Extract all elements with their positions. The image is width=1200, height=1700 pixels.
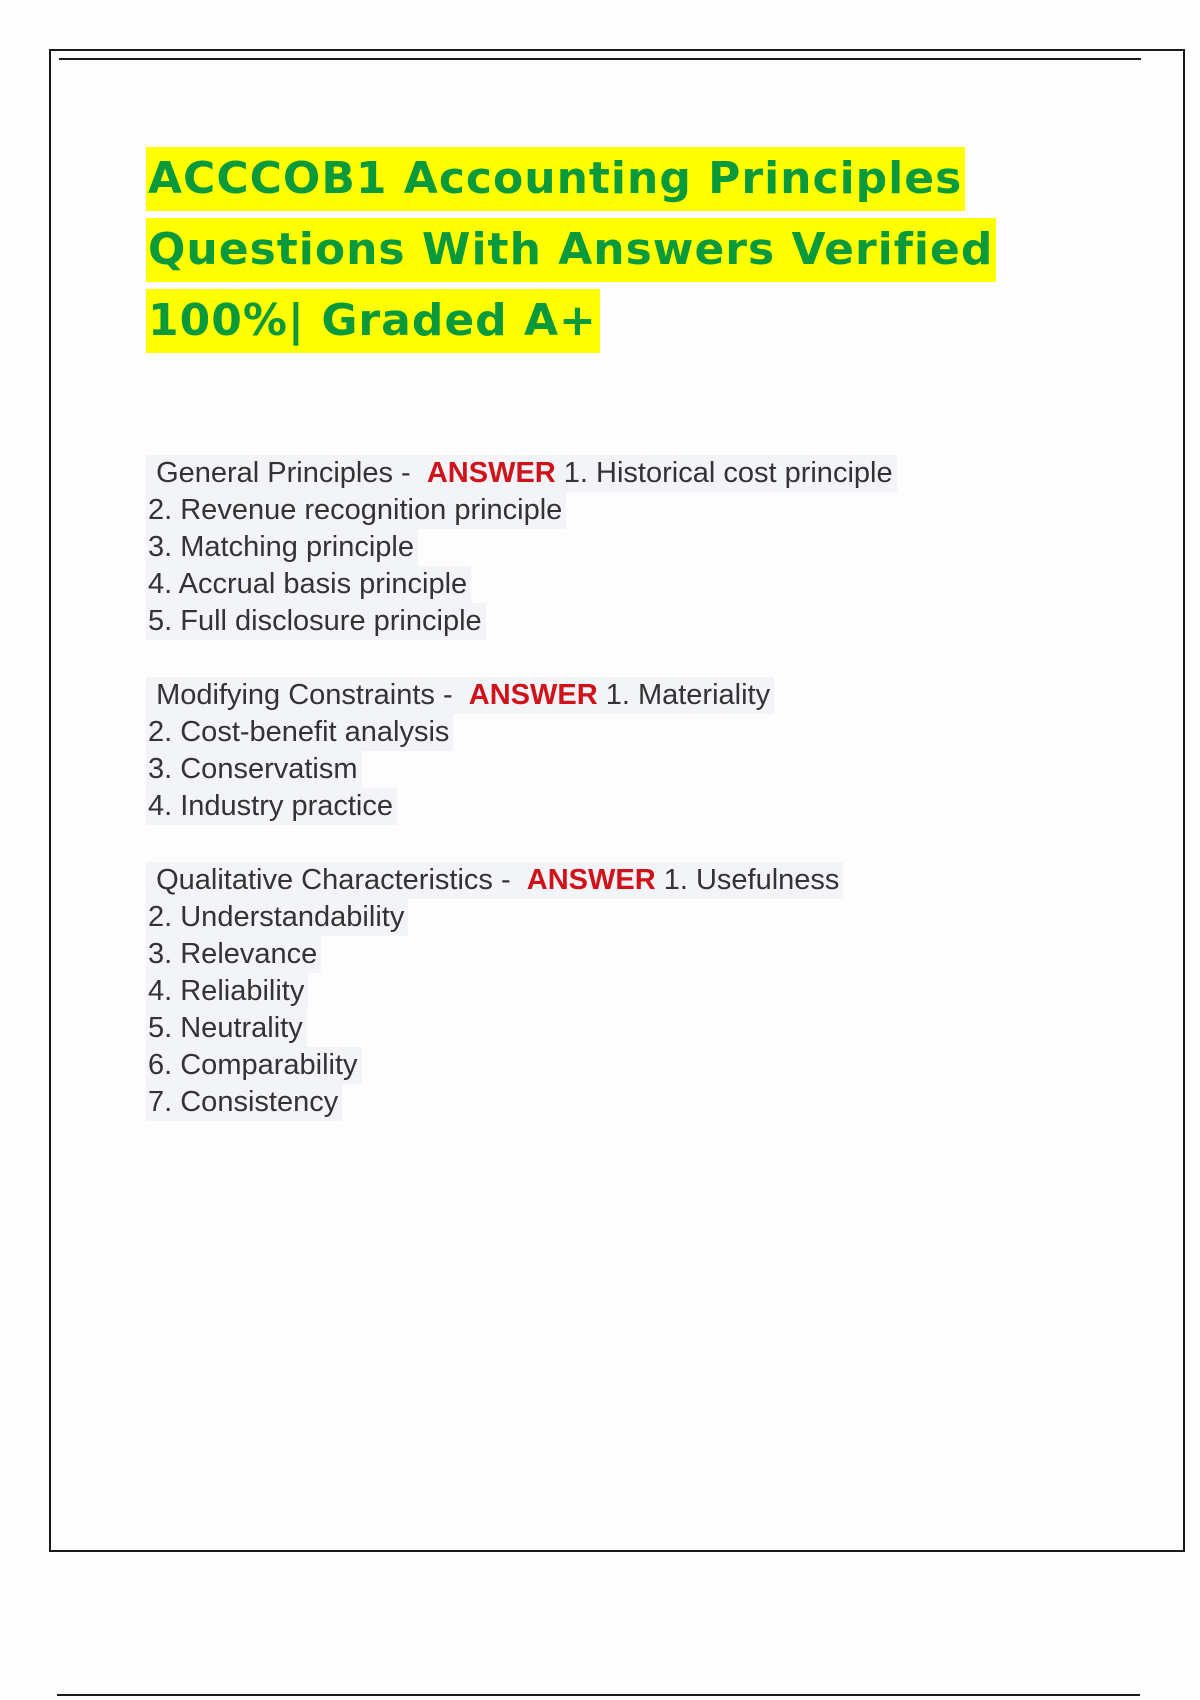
answer-line: 5. Neutrality (146, 1010, 1046, 1047)
qa-item-general-principles (146, 455, 1046, 640)
qa-question-line (146, 455, 1046, 492)
document-title (146, 147, 994, 353)
answer-text: 1. Usefulness (663, 864, 840, 896)
answer-line: 2. Cost-benefit analysis (146, 714, 1046, 751)
answer-text: 1. Materiality (605, 679, 771, 711)
answer-text: 1. Historical cost principle (563, 457, 893, 489)
answer-line: 3. Conservatism (146, 751, 1046, 788)
title-line: Questions With Answers Verified (146, 218, 946, 282)
answer-line: 7. Consistency (146, 1084, 1046, 1121)
answer-line: 2. Revenue recognition principle (146, 492, 1046, 529)
title-line: 100%| Graded A+ (146, 289, 946, 353)
answer-tag: ANSWER (468, 679, 598, 711)
answer-line: 3. Matching principle (146, 529, 1046, 566)
qa-item-qualitative-characteristics (146, 862, 1046, 1121)
answer-line: 6. Comparability (146, 1047, 1046, 1084)
answer-line: 3. Relevance (146, 936, 1046, 973)
question-text: Modifying Constraints - (156, 679, 453, 711)
answer-tag: ANSWER (426, 457, 556, 489)
qa-question-line (146, 862, 1046, 899)
answer-tag: ANSWER (526, 864, 656, 896)
top-rule (59, 58, 1141, 60)
bottom-rule (57, 1694, 1140, 1696)
answer-line: 4. Reliability (146, 973, 1046, 1010)
answer-line: 2. Understandability (146, 899, 1046, 936)
qa-item-modifying-constraints (146, 677, 1046, 825)
question-text: Qualitative Characteristics - (156, 864, 511, 896)
qa-question-line (146, 677, 1046, 714)
answer-line: 4. Industry practice (146, 788, 1046, 825)
answer-line: 4. Accrual basis principle (146, 566, 1046, 603)
title-line: ACCCOB1 Accounting Principles (146, 147, 946, 211)
page-frame (49, 49, 1185, 1552)
answer-line: 5. Full disclosure principle (146, 603, 1046, 640)
question-text: General Principles - (156, 457, 411, 489)
